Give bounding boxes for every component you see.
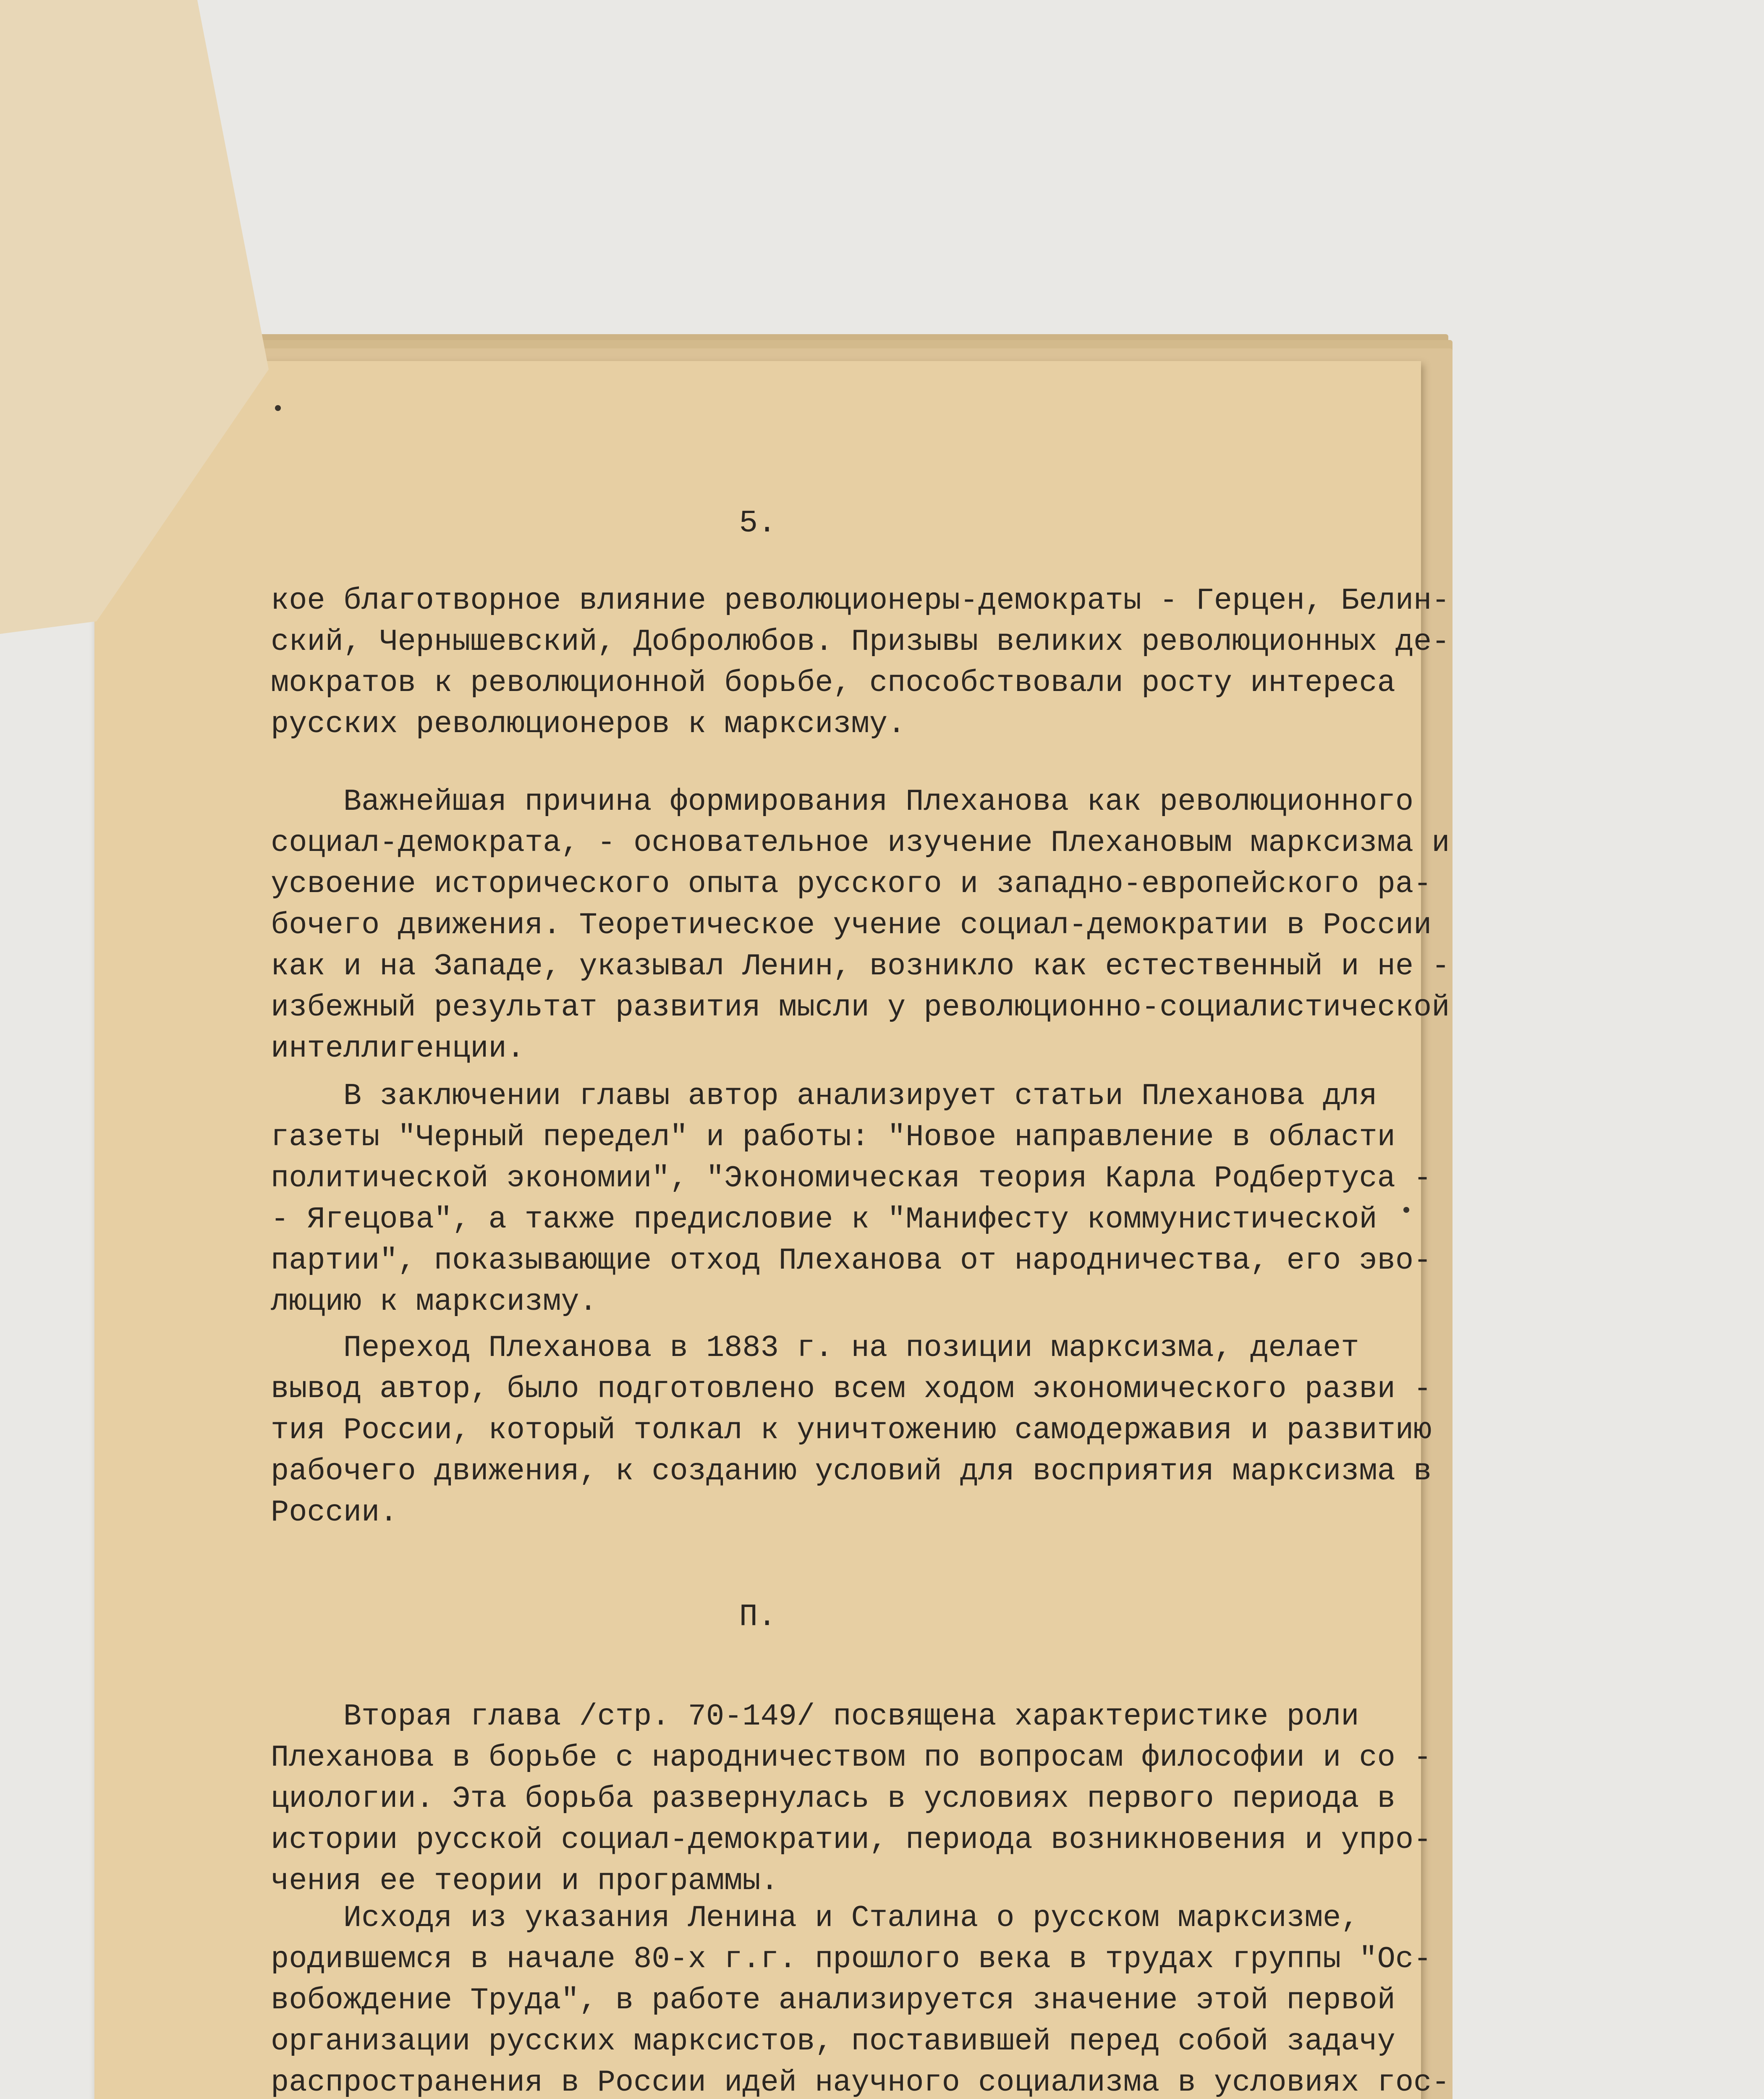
text-line: Плеханова в борьбе с народничеством по вопросам философии и со - [271,1740,1432,1775]
paragraph-5 [271,1696,1492,1902]
text-line: истории русской социал-демократии, периода возникновения и упро- [271,1823,1432,1857]
text-line: России. [271,1495,398,1530]
text-line: Переход Плеханова в 1883 г. на позиции марксизма, делает [271,1331,1359,1365]
paragraph-2 [271,781,1492,1069]
text-line: чения ее теории и программы. [271,1864,779,1898]
text-line: интеллигенции. [271,1031,525,1066]
text-line: - Ягецова", а также предисловие к "Манифесту коммунистической [271,1202,1377,1237]
text-line: Исходя из указания Ленина и Сталина о русском марксизме, [271,1901,1359,1935]
text-line: как и на Западе, указывал Ленин, возникло как естественный и не - [271,949,1450,984]
text-line: мократов к революционной борьбе, способствовали росту интереса [271,666,1395,700]
text-line: социал-демократа, - основательное изучение Плехановым марксизма и [271,826,1450,860]
text-line: В заключении главы автор анализирует статьи Плеханова для [271,1079,1377,1113]
text-line: ский, Чернышевский, Добролюбов. Призывы великих революционных де- [271,625,1450,659]
text-line: организации русских марксистов, поставившей перед собой задачу [271,2024,1395,2059]
ink-dot [275,405,281,411]
section-heading: П. [739,1599,777,1635]
show-through-text [8,76,134,453]
ink-dot [1403,1207,1409,1213]
text-line: циологии. Эта борьба развернулась в условиях первого периода в [271,1782,1395,1816]
document-page [94,361,1450,2099]
text-line: усвоение исторического опыта русского и западно-европейского ра- [271,867,1432,901]
paragraph-4 [271,1327,1492,1533]
paragraph-3 [271,1076,1492,1322]
text-line: газеты "Черный передел" и работы: "Новое направление в области [271,1120,1395,1154]
text-line: вобождение Труда", в работе анализируется значение этой первой [271,1983,1395,2018]
text-line: политической экономии", "Экономическая теория Карла Родбертуса - [271,1161,1432,1196]
paragraph-6 [271,1897,1492,2099]
paragraph-1 [271,580,1492,745]
text-line: родившемся в начале 80-х г.г. прошлого века в трудах группы "Ос- [271,1942,1432,1976]
text-line: люцию к марксизму. [271,1285,597,1319]
text-line: кое благотворное влияние революционеры-демократы - Герцен, Белин- [271,584,1450,618]
text-line: распространения в России идей научного социализма в условиях гос- [271,2065,1450,2099]
text-line: бочего движения. Теоретическое учение социал-демократии в России [271,908,1432,942]
text-line: Вторая глава /стр. 70-149/ посвящена характеристике роли [271,1699,1359,1734]
text-line: тия России, который толкал к уничтожению самодержавия и развитию [271,1413,1432,1447]
text-line: избежный результат развития мысли у революционно-социалистической [271,990,1450,1025]
text-line: рабочего движения, к созданию условий для восприятия марксизма в [271,1454,1432,1489]
text-line: Важнейшая причина формирования Плеханова как революционного [271,785,1414,819]
text-line: русских революционеров к марксизму. [271,707,906,741]
page-number: 5. [739,506,777,541]
text-line: партии", показывающие отход Плеханова от народничества, его эво- [271,1243,1432,1278]
text-line: вывод автор, было подготовлено всем ходом экономического разви - [271,1372,1432,1406]
